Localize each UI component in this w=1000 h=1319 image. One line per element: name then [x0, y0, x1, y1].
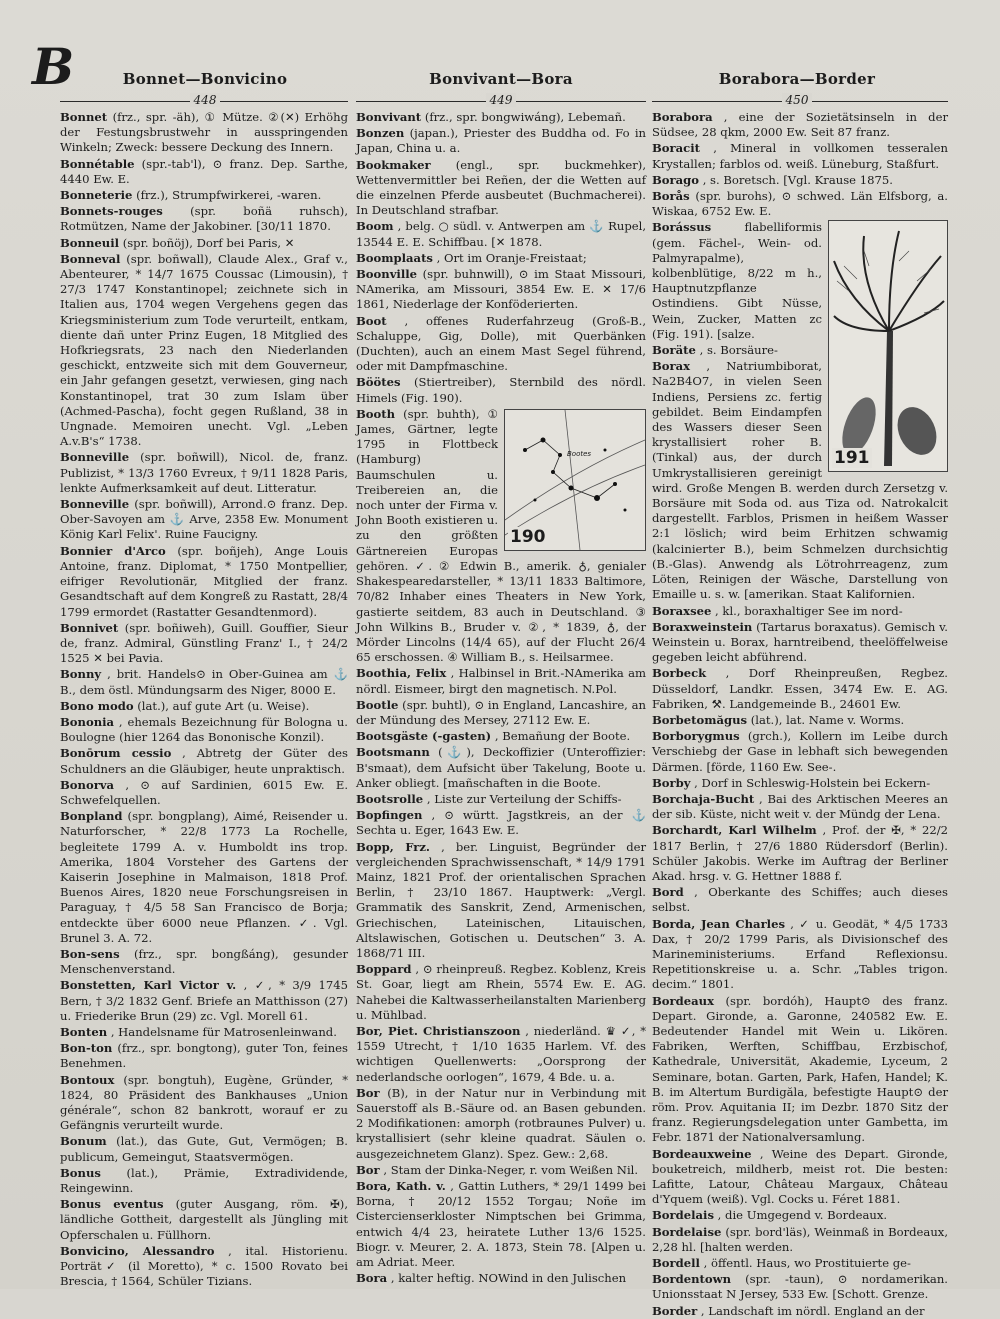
entry-text: , die Umgegend v. Bordeaux. [717, 1208, 888, 1223]
entry-headword: Bon-sens [60, 946, 120, 961]
entry-headword: Bor, Piet. Christianszoon [356, 1023, 521, 1038]
entry-text: , Handelsname für Matrosenleinwand. [110, 1024, 337, 1039]
entry-headword: Bordeauxweine [652, 1146, 752, 1161]
dictionary-entry [356, 158, 646, 219]
entry-headword: Bopfingen [356, 808, 423, 823]
bootes-constellation-figure [504, 409, 646, 551]
entry-headword: Booth [356, 406, 396, 421]
entry-text: , kl., boraxhaltiger See im nord- [715, 603, 903, 618]
entry-headword: Bontoux [60, 1072, 115, 1087]
dictionary-entry [60, 450, 348, 496]
entry-text: (spr. buhnwill), ⊙ im Staat Missouri, NAmerika, am Missouri, 3854 Ew. E. ✕ 17/6 1861, Niederlage der Konföderierten. [356, 267, 647, 312]
entry-headword: Bonten [60, 1024, 108, 1039]
entry-headword: Bon-ton [60, 1041, 113, 1056]
entry-headword: Böötes [356, 375, 401, 390]
dictionary-entry [356, 1163, 646, 1178]
entry-headword: Boraxweinstein [652, 619, 753, 634]
dictionary-entry [356, 729, 646, 744]
dictionary-entry [652, 713, 948, 728]
dictionary-entry [60, 252, 348, 450]
dictionary-entry [652, 141, 948, 171]
entry-headword: Borago [652, 172, 699, 187]
page-number-449: 449 [486, 93, 517, 107]
column-heading-3: Borabora—Border [718, 70, 876, 88]
dictionary-entry [652, 1208, 948, 1223]
entry-headword: Bopp, Frz. [356, 839, 430, 854]
entry-text: , Dorf in Schleswig-Holstein bei Eckern- [694, 775, 931, 790]
entry-headword: Borchaja-Bucht [652, 791, 755, 806]
entry-headword: Boracit [652, 141, 700, 156]
dictionary-entry [652, 917, 948, 993]
dictionary-entry [356, 375, 646, 405]
page-number-450: 450 [782, 93, 813, 107]
dictionary-entry [60, 1166, 348, 1196]
dictionary-entry [652, 1256, 948, 1271]
entry-headword: Bonnets-rouges [60, 204, 163, 219]
dictionary-entry [60, 621, 348, 667]
entry-headword: Borda, Jean Charles [652, 916, 785, 931]
entry-text: , Mineral in vollkomen tesseralen Krystallen; farblos od. weiß. Lüneburg, Staßfurt. [652, 141, 949, 171]
dictionary-entry [60, 1244, 348, 1290]
entry-text: (spr. bordóh), Haupt⊙ des franz. Depart. Gironde, a. Garonne, 240582 Ew. E. Bedeutender Handel mit Wein u. Likören. Fabriken, Werften, Schiffbau, Erzbischof, Kathedrale, Universität, Akademie, Lyceum, 2 Seminare, botan. Garten, Park, Hafen, Handel; K. B. im Altertum Burdigăla, befestigte Haupt⊙ der röm. Prov. Aquitania II; im Dezbr. 1870 Sitz der franz. Regierungsdelegation unter Gambetta, im Febr. 1871 der Nationalversamlung. [652, 993, 948, 1145]
entry-headword: Bonorva [60, 777, 115, 792]
dictionary-entry [60, 544, 348, 620]
entry-text: , Liste zur Verteilung der Schiffs- [426, 791, 622, 806]
entry-text: (japan.), Priester des Buddha od. Fo in Japan, China u. a. [356, 126, 647, 156]
entry-text: (frz.), Strumpfwirkerei, -waren. [136, 188, 322, 203]
palm-tree-icon [829, 221, 947, 471]
entry-headword: Borås [652, 189, 690, 204]
entry-headword: Bonnet [60, 110, 108, 124]
entry-text: (Stiertreiber), Sternbild des nördl. Himels (Fig. 190). [356, 375, 646, 405]
dictionary-entry [60, 1025, 348, 1040]
entry-text: (frz., spr. bongßáng), gesunder Menschenverstand. [60, 946, 349, 977]
entry-headword: Bootsrolle [356, 791, 424, 806]
entry-headword: Bonneuil [60, 235, 120, 250]
entry-text: (spr. burohs), ⊙ schwed. Län Elfsborg, a. Wiskaa, 6752 Ew. E. [652, 189, 948, 219]
entry-text: (spr. bord'läs), Weinmaß in Bordeaux, 2,28 hl. [halten werden. [652, 1224, 949, 1254]
entry-text: (grch.), Kollern im Leibe durch Verschiebg der Gase in lebhaft sich bewegenden Därmen. [förde, 1160 Ew. See-. [652, 729, 949, 774]
entry-headword: Bootsgäste (-gasten) [356, 729, 492, 744]
entry-text: , brit. Handels⊙ in Ober-Guinea am ⚓ B., dem östl. Mündungsarm des Niger, 8000 E. [60, 667, 349, 697]
column-2 [356, 110, 647, 1286]
entry-headword: Bora [356, 1271, 388, 1286]
dictionary-entry [652, 729, 948, 775]
entry-text: (spr. -taun), ⊙ nordamerikan. Unionsstaat N Jersey, 533 Ew. [Schott. Grenze. [652, 1272, 948, 1302]
dictionary-entry [652, 1304, 948, 1319]
entry-headword: Borbeck [652, 666, 707, 681]
column-heading-2: Bonvivant—Bora [429, 70, 573, 88]
entry-headword: Bora, Kath. v. [356, 1179, 446, 1194]
entry-text: , Ort im Oranje-Freistaat; [436, 250, 587, 265]
dictionary-entry [356, 1271, 646, 1286]
entry-text: , s. Borsäure- [699, 343, 778, 358]
entry-text: (Tartarus boraxatus). Gemisch v. Weinstein u. Borax, harntreibend, theelöffelweise gegeben leicht abführend. [652, 619, 948, 665]
entry-text: (spr. boñjeh), Ange Louis Antoine, franz. Diplomat, * 1750 Montpellier, eifriger Revolutionär, Mitglied der franz. Gesandtschaft auf dem Kongreß zu Rastatt, 28/4 1799 ermordet (Rastatter Gesandtenmord). [60, 543, 348, 619]
entry-headword: Bonvivant [356, 110, 422, 124]
entry-headword: Boppard [356, 962, 412, 977]
entry-text: , Bai des Arktischen Meeres an der sib. Küste, nicht weit v. der Mündg der Lena. [652, 791, 949, 822]
entry-text: , Oberkante des Schiffes; auch dieses selbst. [652, 885, 948, 915]
entry-text: , belg. ○ südl. v. Antwerpen am ⚓ Rupel, 13544 E. E. Schiffbau. [✕ 1878. [356, 219, 647, 249]
dictionary-entry [60, 746, 348, 776]
entry-headword: Bonnier d'Arco [60, 543, 166, 558]
dictionary-entry [60, 204, 348, 234]
dictionary-entry [652, 994, 948, 1146]
entry-text: (B), in der Natur nur in Verbindung mit Sauerstoff als B.-Säure od. an Basen gebunden. 2 Modifikationen: amorph (rotbraunes Pulver) u. krystallisiert (sehr kleine quadrat. Säulen o. ausgezeichnetem Glanz). Spez. Gew.: 2,68. [356, 1085, 647, 1161]
dictionary-entry [60, 809, 348, 946]
entry-text: , eine der Sozietätsinseln in der Südsee, 28 qkm, 2000 Ew. Seit 87 franz. [652, 110, 948, 140]
dictionary-entry [652, 110, 948, 140]
entry-text: , Stam der Dinka-Neger, r. vom Weißen Nil. [383, 1162, 639, 1177]
entry-text: (spr. boñiweh), Guill. Gouffier, Sieur de, franz. Admiral, Günstling Franz' I., † 24/2 1525 ✕ bei Pavia. [60, 620, 348, 666]
dictionary-entry [60, 157, 348, 187]
entry-headword: Bootle [356, 697, 399, 712]
column-3 [652, 110, 949, 1318]
dictionary-entry [356, 792, 646, 807]
entry-text: (lat.), auf gute Art (u. Weise). [137, 698, 310, 713]
entry-text: , Abtretg der Güter des Schuldners an die Gläubiger, heute unpraktisch. [60, 746, 348, 776]
entry-text: (spr. boñwall), Claude Alex., Graf v., Abenteurer, * 14/7 1675 Coussac (Limousin), † 27/3 1747 Konstantinopel; zeichnete sich in Italien aus, 1704 wegen Vergehens gegen das Kriegsministerium zum Tode verurteilt, entkam, diente dañ unter Prinz Eugen, 18 Mitglied des Hofkriegsrats, 23 nach den Niederlanden geschickt, entzweite sich mit dem Gouverneur, ein Jahr gefangen gesetzt, verwiesen, ging nach Konstantinopel, trat 30 zum Islam über (Achmed-Pascha), focht gegen Rußland, 38 in Ungnade. Memoiren unecht. Vgl. „Leben A.v.B's“ 1738. [60, 251, 348, 449]
entry-text: (spr. boñwill), Arrond.⊙ franz. Dep. Ober-Savoyen am ⚓ Arve, 2358 Ew. Monument König Karl Felix'. Ruine Faucigny. [60, 497, 348, 542]
dictionary-entry [356, 126, 646, 156]
entry-text: , Weine des Depart. Gironde, bouketreich, mildherb, meist rot. Die besten: Lafitte, Latour, Château Margaux, Château d'Yquem (weiß). Vgl. Cocks u. Féret 1881. [652, 1146, 948, 1207]
entry-headword: Bordell [652, 1256, 700, 1271]
entry-headword: Bonōrum cessio [60, 746, 172, 761]
entry-headword: Borbetomăgus [652, 712, 748, 727]
entry-text: , öffentl. Haus, wo Prostituierte ge- [703, 1256, 911, 1271]
dictionary-entry [652, 604, 948, 619]
dictionary-entry [356, 219, 646, 249]
dictionary-entry [60, 778, 348, 808]
entry-text: , ✓, * 3/9 1745 Bern, † 3/2 1832 Genf. Briefe an Matthisson (27) u. Friederike Brun (29) zc. Vgl. Morell 61. [60, 978, 348, 1023]
entry-text: , niederländ. ♛ ✓, * 1559 Utrecht, † 1/10 1635 Harlem. Vf. des wichtigen Quellenwerts: „Oorsprong der nederlandsche oorlogen“, 1679, 4 Bde. u. a. [356, 1023, 647, 1084]
dictionary-entry [356, 666, 646, 696]
dictionary-entry [356, 314, 646, 375]
entry-headword: Bonneterie [60, 188, 133, 203]
entry-text: (spr. buhth), ① James, Gärtner, legte 1795 in Flottbeck (Hamburg) Baumschulen u. Treibereien an, die noch unter der Firma v. John Booth existieren u. zu den größten Gärtnereien Europas gehören. ✓. ② Edwin B., amerik. ♁, genialer Shakespearedarsteller, * 13/11 1833 Baltimore, 70/82 Inhaber eines Theaters in New York, gastierte seitdem, 83 auch in Deutschland. ③ John Wilkins B., Bruder v. ②, * 1839, ♁, der Mörder Lincolns (14/4 65), auf der Flucht 26/4 65 erschossen. ④ William B., s. Heilsarmee. [356, 406, 646, 665]
dictionary-entry [356, 808, 646, 838]
dictionary-entry [60, 715, 348, 745]
entry-headword: Borabora [652, 110, 713, 124]
dictionary-entry [356, 251, 646, 266]
dictionary-entry [356, 698, 646, 728]
entry-headword: Bonneville [60, 450, 130, 465]
entry-headword: Boraxsee [652, 603, 712, 618]
figure-191-number: 191 [834, 448, 870, 469]
entry-text: (guter Ausgang, röm. ✠), ländliche Gottheit, dargestellt als Jüngling mit Opferschalen u. Füllhorn. [60, 1197, 349, 1242]
dictionary-entry [652, 823, 948, 884]
dictionary-entry [356, 1086, 646, 1162]
entry-text: , ⊙ württ. Jagstkreis, an der ⚓ Sechta u. Eger, 1643 Ew. E. [356, 808, 647, 838]
dictionary-entry [652, 885, 948, 915]
dictionary-entry [60, 947, 348, 977]
entry-text: (frz., spr. -äh), ① Mütze. ②(✕) Erhöhg der Festungsbrustwehr in ausspringenden Winkeln; Zweck: bessere Deckung des Innern. [60, 110, 348, 155]
dictionary-entry [356, 745, 646, 791]
figure-190-caption: Bootes [567, 449, 592, 458]
dictionary-entry [60, 1041, 348, 1071]
entry-text: , kalter heftig. NOWind in den Julischen [390, 1271, 627, 1286]
entry-text: (lat.), das Gute, Gut, Vermögen; B. publicum, Gemeingut, Staatsvermögen. [60, 1134, 348, 1164]
dictionary-entry [652, 1272, 948, 1302]
entry-text: , ehemals Bezeichnung für Bologna u. Boulogne (hier 1264 das Bononische Konzil). [60, 714, 348, 745]
page-number-448: 448 [190, 93, 221, 107]
entry-headword: Bonus eventus [60, 1197, 164, 1212]
entry-headword: Bonpland [60, 809, 123, 824]
dictionary-entry [652, 189, 948, 219]
entry-headword: Boräte [652, 343, 696, 358]
entry-headword: Bonneville [60, 497, 130, 512]
column-1 [60, 110, 349, 1289]
entry-text: (spr. boñwill), Nicol. de, franz. Publizist, * 13/3 1760 Evreux, † 9/11 1828 Paris, lenkte Aufmerksamkeit auf deut. Litteratur. [60, 450, 349, 495]
entry-text: (frz., spr. bongtong), guter Ton, feines Benehmen. [60, 1041, 348, 1071]
entry-headword: Bonvicino, Alessandro [60, 1243, 215, 1258]
entry-text: (spr. bongplang), Aimé, Reisender u. Naturforscher, * 22/8 1773 La Rochelle, begleitete 1799 A. v. Humboldt ins trop. Amerika, 1804 Vorsteher des Gartens der Kaiserin Josephine in Malmaison, 1818 Prof. Buenos Aires, 1820 neue Forschungsreisen in Paraguay, † 4/5 58 San Francisco de Borja; entdeckte über 6000 neue Pflanzen. ✓. Vgl. Brunel 3. A. 72. [60, 809, 349, 945]
entry-headword: Borássus [652, 220, 712, 235]
dictionary-entry [60, 497, 348, 543]
palm-tree-figure [828, 220, 948, 472]
entry-headword: Bordelais [652, 1208, 714, 1223]
entry-text: (⚓), Deckoffizier (Unteroffizier: B'smaat), dem Aufsicht über Takelung, Boote u. Anker obliegt. [mañschaften in die Boote. [356, 745, 646, 790]
dictionary-entry [356, 267, 646, 313]
entry-headword: Bonnivet [60, 620, 119, 635]
dictionary-entry [356, 1179, 646, 1270]
entry-headword: Boonville [356, 267, 418, 282]
entry-text: (spr. buhtl), ⊙ in England, Lancashire, an der Mündung des Mersey, 27112 Ew. E. [356, 697, 647, 727]
entry-text: flabelliformis (gem. Fächel-, Wein- od. Palmyrapalme), kolbenblütige, 8/22 m h., Hauptnutzpflanze Ostindiens. Gibt Nüsse, Wein, Zucker, Matten zc (Fig. 191). [salze. [652, 220, 822, 341]
entry-text: , Bemañung der Boote. [494, 729, 631, 744]
dictionary-entry [60, 188, 348, 203]
entry-headword: Bor [356, 1162, 380, 1177]
entry-headword: Bonnétable [60, 156, 135, 171]
dictionary-entry [652, 1225, 948, 1255]
dictionary-entry [60, 1197, 348, 1243]
entry-text: (spr. boñöj), Dorf bei Paris, ✕ [122, 235, 295, 250]
entry-text: , ber. Linguist, Begründer der vergleichenden Sprachwissenschaft, * 14/9 1791 Mainz, 1821 Prof. der orientalischen Sprachen Berlin, † 23/10 1867. Hauptwerk: „Vergl. Grammatik des Sanskrit, Zend, Armenischen, Griechischen, Lateinischen, Litauischen, Altslawischen, Gotischen u. Deutschen“ 3. A. 1868/71 III. [356, 839, 647, 960]
dictionary-entry [356, 840, 646, 962]
entry-headword: Bonstetten, Karl Victor v. [60, 978, 237, 993]
dictionary-entry [652, 173, 948, 188]
entry-headword: Bonzen [356, 126, 405, 141]
entry-text: , ital. Historienu. Porträt✓ (il Moretto), * c. 1500 Rovato bei Brescia, † 1564, Schüler Tizians. [60, 1243, 348, 1289]
dictionary-entry [356, 1024, 646, 1085]
entry-text: (spr. bongtuh), Eugène, Gründer, * 1824, 80 Präsident des Bankhauses „Union générale“, schon 82 bankrott, worauf er zu Gefängnis verurteilt wurde. [60, 1072, 348, 1133]
entry-headword: Bonneval [60, 251, 121, 266]
dictionary-entry [356, 962, 646, 1023]
entry-headword: Bonny [60, 667, 102, 682]
entry-headword: Bonus [60, 1165, 101, 1180]
entry-headword: Borborygmus [652, 729, 740, 744]
entry-headword: Boom [356, 219, 394, 234]
entry-headword: Borby [652, 775, 691, 790]
dictionary-entry [652, 1147, 948, 1208]
dictionary-entry [652, 776, 948, 791]
dictionary-entry [60, 667, 348, 697]
entry-text: (frz., spr. bongwiwáng), Lebemañ. [424, 110, 626, 124]
dictionary-entry [60, 1073, 348, 1134]
column-heading-1: Bonnet—Bonvicino [122, 70, 288, 88]
entry-text: (lat.), lat. Name v. Worms. [750, 712, 905, 727]
entry-text: , Halbinsel in Brit.-NAmerika am nördl. Eismeer, birgt den magnetisch. N.Pol. [356, 666, 647, 696]
dictionary-entry [60, 978, 348, 1024]
entry-text: (engl., spr. buckmehker), Wettenvermittler bei Reñen, der die Wetten auf die einzelnen Pferde ausbeutet (Buchmacherei). In Deutschland strafbar. [356, 157, 647, 218]
entry-headword: Bordentown [652, 1272, 732, 1287]
entry-text: (spr.-tab'l), ⊙ franz. Dep. Sarthe, 4440 Ew. E. [60, 156, 349, 186]
entry-headword: Bordelaise [652, 1224, 722, 1239]
entry-headword: Bor [356, 1085, 380, 1100]
entry-text: , ⊙ rheinpreuß. Regbez. Koblenz, Kreis St. Goar, liegt am Rhein, 5574 Ew. E. AG. Nahebei die Kaltwasserheilanstalten Marienberg u. Mühlbad. [356, 962, 646, 1022]
entry-headword: Boot [356, 313, 387, 328]
entry-text: (lat.), Prämie, Extradividende, Reingewinn. [60, 1165, 349, 1196]
entry-headword: Boothia, Felix [356, 666, 447, 681]
dictionary-entry [356, 110, 646, 125]
entry-text: , Gattin Luthers, * 29/1 1499 bei Borna, † 20/12 1552 Torgau; Noñe im Cistercienserkloster Nimptschen bei Grimma, entwich 4/4 23, heiratete Luther 13/6 1525. Biogr. v. Meurer, 2. A. 1873, Stein 78. [Alpen u. am Adriat. Meer. [356, 1179, 646, 1270]
entry-text: , Prof. der ✠, * 22/2 1817 Berlin, † 27/6 1880 Rüdersdorf (Berlin). Schüler Jakobis. Werke im Auftrag der Berliner Akad. hrsg. v. G. Hettner 1888 f. [652, 823, 949, 883]
entry-text: , ✓ u. Geodät, * 4/5 1733 Dax, † 20/2 1799 Paris, als Divisionschef des Marineministeriums. Erfand Reflexionsu. Repetitionskreise u. a. Schr. „Tables trigon. decim.“ 1801. [652, 916, 949, 992]
dictionary-entry [60, 110, 348, 156]
section-letter: B [32, 37, 75, 96]
entry-headword: Bononia [60, 714, 115, 729]
figure-190-number: 190 [510, 526, 546, 547]
dictionary-entry [60, 236, 348, 251]
dictionary-entry [60, 1134, 348, 1164]
entry-headword: Bonum [60, 1134, 107, 1149]
entry-headword: Borax [652, 359, 691, 374]
entry-text: (spr. boñä ruhsch), Rotmützen, Name der Jakobiner. [30/11 1870. [60, 204, 348, 234]
entry-headword: Bord [652, 885, 684, 900]
entry-text: , offenes Ruderfahrzeug (Groß-B., Schaluppe, Gig, Dolle), mit Querbänken (Duchten), auch an einem Mast Segel führend, oder mit Dampfmaschine. [356, 313, 647, 374]
entry-headword: Bootsmann [356, 745, 430, 760]
entry-headword: Borchardt, Karl Wilhelm [652, 823, 817, 838]
entry-text: , Dorf Rheinpreußen, Regbez. Düsseldorf, Landkr. Essen, 3474 Ew. E. AG. Fabriken, ⚒. Landgemeinde B., 24601 Ew. [652, 666, 948, 711]
entry-headword: Bono modo [60, 698, 134, 713]
entry-headword: Border [652, 1303, 698, 1318]
entry-text: , s. Boretsch. [Vgl. Krause 1875. [702, 172, 893, 187]
entry-headword: Bordeaux [652, 993, 714, 1008]
entry-text: , ⊙ auf Sardinien, 6015 Ew. E. Schwefelquellen. [60, 777, 349, 807]
dictionary-entry [652, 620, 948, 666]
dictionary-entry [60, 699, 348, 714]
entry-headword: Boomplaats [356, 250, 433, 265]
entry-headword: Bookmaker [356, 157, 431, 172]
entry-text: , Natriumbiborat, Na2B4O7, in vielen Seen Indiens, Persiens zc. fertig gebildet. Beim Eindampfen des Wassers dieser Seen krystallisiert roher B. (Tinkal) aus, der durch Umkrystallisieren gereinigt wird. Große Mengen B. werden durch Zersetzg v. Borsäure mit Soda od. aus Tiza od. Natrokalcit dargestellt. Farblos, Prismen in heißem Wasser 2:1 löslich; wird beim Erhitzen schwamig (kalcinierter B.), beim Schmelzen durchsichtig (B.-Glas). Anwendg als Lötrohrreagenz, zum Löten, Reinigen der Wäsche, Darstellung von Emaille u. s. w. [amerikan. Staat Kalifornien. [652, 359, 948, 602]
entry-text: , Landschaft im nördl. England an der [700, 1303, 925, 1318]
dictionary-entry [652, 666, 948, 712]
dictionary-entry [652, 792, 948, 822]
